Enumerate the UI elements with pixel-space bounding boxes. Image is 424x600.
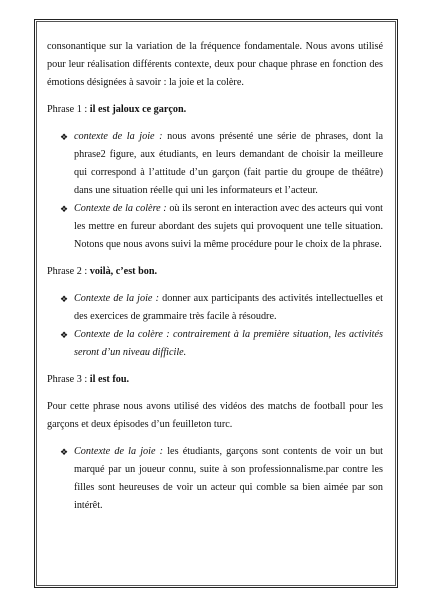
list-item [47,290,383,326]
context-body: donner aux participants des activités intellectuelles et des exercices de grammaire très facile à résoudre. [74,293,383,322]
context-body: où ils seront en interaction avec des acteurs qui vont les mettre en fureur abordant des sujets qui provoquent une telle situation. Notons que nous avons suivi la même procédure pour le choix de la phrase. [74,203,383,250]
list-item [47,443,383,515]
diamond-bullet-icon: ❖ [60,204,69,214]
phrase2-label: Phrase 2 : [47,266,90,277]
diamond-bullet-icon: ❖ [60,294,69,304]
phrase2-text: voilà, c’est bon. [89,266,158,277]
diamond-bullet-icon: ❖ [60,132,69,142]
phrase1-heading [47,101,383,119]
phrase3-intro: Pour cette phrase nous avons utilisé des vidéos des matchs de football pour les garçons et deux épisodes d’un feuilleton turc. [47,401,383,430]
context-title: Contexte de la colère : [74,203,167,214]
diamond-bullet-icon: ❖ [60,447,69,457]
list-item [47,200,383,254]
context-title: Contexte de la joie : [74,293,159,304]
context-title: Contexte de la joie : [74,446,164,457]
phrase2-list [47,290,383,362]
context-body: nous avons présenté une série de phrases, dont la phrase2 figure, aux étudiants, en leurs demandant de choisir la meilleure qui correspond à l’attitude d’un garçon (fait partie du groupe de théâtre) dans une situation réelle qui uni les informateurs et l’acteur. [74,131,383,196]
intro-paragraph: consonantique sur la variation de la fréquence fondamentale. Nous avons utilisé pour leur réalisation différents contexte, deux pour chaque phrase en fonction des émotions désignées à savoir : la joie et la colère. [47,41,383,88]
context-title: Contexte de la colère : [74,329,170,340]
list-item [47,326,383,362]
phrase2-heading [47,263,383,281]
context-body: contrairement à la première situation, les activités seront d’un niveau difficile. [74,329,383,358]
list-item [47,128,383,200]
diamond-bullet-icon: ❖ [60,330,69,340]
phrase3-heading [47,371,383,389]
phrase3-text: il est fou. [89,374,130,385]
phrase1-label: Phrase 1 : [47,104,90,115]
phrase1-text: il est jaloux ce garçon. [89,104,187,115]
phrase3-label: Phrase 3 : [47,374,90,385]
context-body: les étudiants, garçons sont contents de voir un but marqué par un joueur connu, suite à son professionnalisme.par contre les filles sont heureuses de voir un acteur qui comble sa bien aimée par son intérêt. [74,446,383,511]
context-title: contexte de la joie : [74,131,163,142]
page-content [47,38,383,524]
phrase3-list [47,443,383,515]
phrase1-list [47,128,383,254]
